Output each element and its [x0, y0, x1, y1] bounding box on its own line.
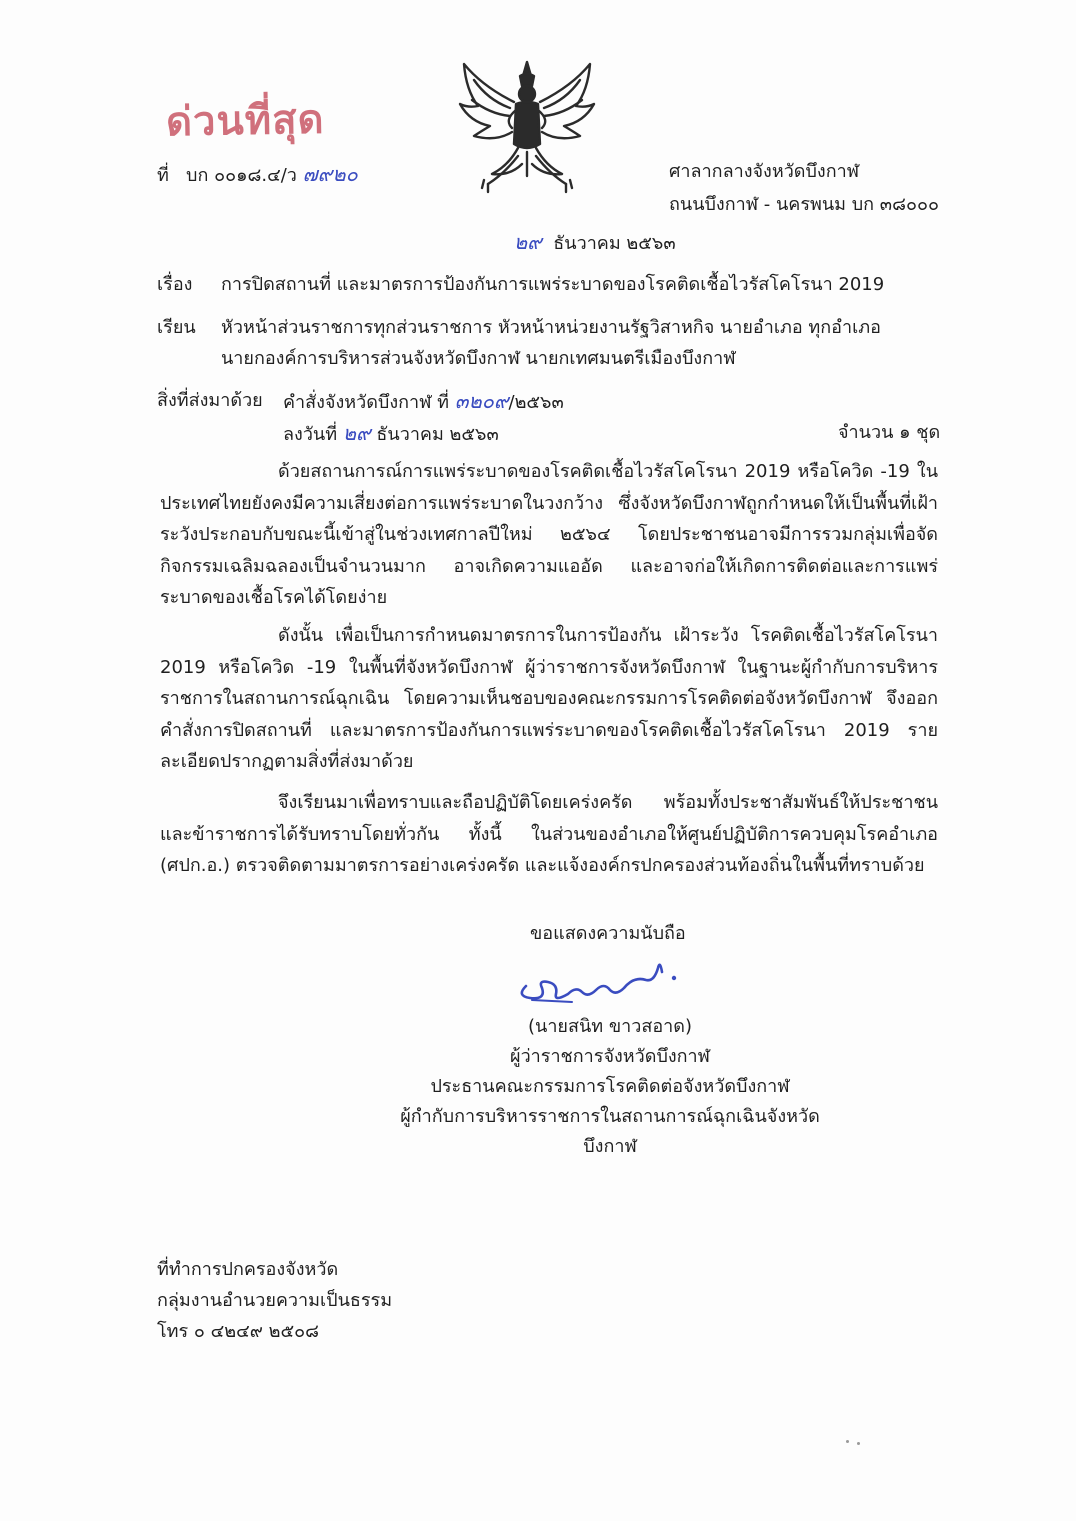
date-day-handwritten: ๒๙	[514, 230, 542, 254]
body-paragraph-3-text: จึงเรียนมาเพื่อทราบและถือปฏิบัติโดยเคร่งครัด พร้อมทั้งประชาสัมพันธ์ให้ประชาชนและข้าราชการได้รับทราบโดยทั่วกัน ทั้งนี้ ในส่วนของอำเภอให้ศูนย์ปฏิบัติการควบคุมโรคอำเภอ (ศปก.อ.) ตรวจติดตามมาตรการอย่างเคร่งครัด และแจ้งองค์กรปกครองส่วนท้องถิ่นในพื้นที่ทราบด้วย	[160, 792, 938, 876]
enclosure-dated-prefix: ลงวันที่	[283, 424, 338, 445]
issuer-office: ศาลากลางจังหวัดบึงกาฬ	[669, 161, 860, 182]
enclosure-order-prefix: คำสั่งจังหวัดบึงกาฬ ที่	[283, 392, 450, 413]
subject-text: การปิดสถานที่ และมาตรการป้องกันการแพร่ระบาดของโรคติดเชื้อไวรัสโคโรนา 2019	[221, 274, 885, 295]
enclosure-order	[283, 387, 564, 417]
garuda-emblem-icon	[452, 56, 602, 196]
closing-salutation: ขอแสดงความนับถือ	[530, 923, 686, 944]
enclosure-order-number: ๓๒๐๙	[454, 389, 509, 413]
enclosure-label: สิ่งที่ส่งมาด้วย	[157, 390, 263, 411]
signatory-title-2: ประธานคณะกรรมการโรคติดต่อจังหวัดบึงกาฬ	[430, 1076, 790, 1097]
doc-number-prefix: บก ๐๐๑๘.๔/ว	[186, 165, 297, 186]
footer-phone: โทร ๐ ๔๒๔๙ ๒๕๐๘	[157, 1321, 320, 1342]
signatory-title-3: ผู้กำกับการบริหารราชการในสถานการณ์ฉุกเฉินจังหวัดบึงกาฬ	[400, 1106, 820, 1157]
signatory-block	[400, 1012, 820, 1162]
signature-icon	[512, 950, 692, 1010]
enclosure-order-suffix: /๒๕๖๓	[508, 392, 564, 413]
signatory-title-1: ผู้ว่าราชการจังหวัดบึงกาฬ	[510, 1046, 710, 1067]
enclosure-dated	[283, 419, 499, 449]
recipient-line-2: นายกองค์การบริหารส่วนจังหวัดบึงกาฬ นายกเทศมนตรีเมืองบึงกาฬ	[221, 348, 736, 369]
enclosure-dated-suffix: ธันวาคม ๒๕๖๓	[376, 424, 499, 445]
scan-speck	[857, 1442, 860, 1445]
document-date	[514, 228, 676, 258]
issuer-address: ถนนบึงกาฬ - นครพนม บก ๓๘๐๐๐	[669, 194, 939, 215]
enclosure-quantity: จำนวน ๑ ชุด	[838, 422, 941, 443]
body-paragraph-2	[160, 620, 938, 778]
body-paragraph-1	[160, 456, 938, 614]
doc-number	[157, 160, 358, 190]
doc-number-label: ที่	[157, 165, 169, 186]
subject-label: เรื่อง	[157, 274, 193, 295]
scan-speck	[846, 1440, 849, 1443]
body-paragraph-2-text: ดังนั้น เพื่อเป็นการกำหนดมาตรการในการป้องกัน เฝ้าระวัง โรคติดเชื้อไวรัสโคโรนา 2019 หรือโควิด -19 ในพื้นที่จังหวัดบึงกาฬ ผู้ว่าราชการจังหวัดบึงกาฬ ในฐานะผู้กำกับการบริหารราชการในสถานการณ์ฉุกเฉิน โดยความเห็นชอบของคณะกรรมการโรคติดต่อจังหวัดบึงกาฬ จึงออกคำสั่งการปิดสถานที่ และมาตรการป้องกันการแพร่ระบาดของโรคติดเชื้อไวรัสโคโรนา 2019 รายละเอียดปรากฏตามสิ่งที่ส่งมาด้วย	[160, 625, 938, 772]
recipient-line-1: หัวหน้าส่วนราชการทุกส่วนราชการ หัวหน้าหน่วยงานรัฐวิสาหกิจ นายอำเภอ ทุกอำเภอ	[221, 317, 881, 338]
footer-contact	[157, 1254, 392, 1347]
enclosure-dated-day: ๒๙	[342, 421, 371, 445]
urgent-stamp: ด่วนที่สุด	[165, 96, 325, 146]
footer-division: กลุ่มงานอำนวยความเป็นธรรม	[157, 1290, 393, 1311]
signatory-name: (นายสนิท ขาวสอาด)	[528, 1016, 692, 1037]
footer-office: ที่ทำการปกครองจังหวัด	[157, 1259, 339, 1280]
date-month-year: ธันวาคม ๒๕๖๓	[553, 233, 676, 254]
doc-number-handwritten: ๗๙๒๐	[302, 162, 358, 186]
recipient-label: เรียน	[157, 317, 196, 338]
body-paragraph-1-text: ด้วยสถานการณ์การแพร่ระบาดของโรคติดเชื้อไวรัสโคโรนา 2019 หรือโควิด -19 ในประเทศไทยยังคงมีความเสี่ยงต่อการแพร่ระบาดในวงกว้าง ซึ่งจังหวัดบึงกาฬถูกกำหนดให้เป็นพื้นที่เฝ้าระวังประกอบกับขณะนี้เข้าสู่ในช่วงเทศกาลปีใหม่ ๒๕๖๔ โดยประชาชนอาจมีการรวมกลุ่มเพื่อจัดกิจกรรมเฉลิมฉลองเป็นจำนวนมาก อาจเกิดความแออัด และอาจก่อให้เกิดการติดต่อและการแพร่ระบาดของเชื้อโรคได้โดยง่าย	[160, 461, 938, 608]
body-paragraph-3	[160, 787, 938, 882]
